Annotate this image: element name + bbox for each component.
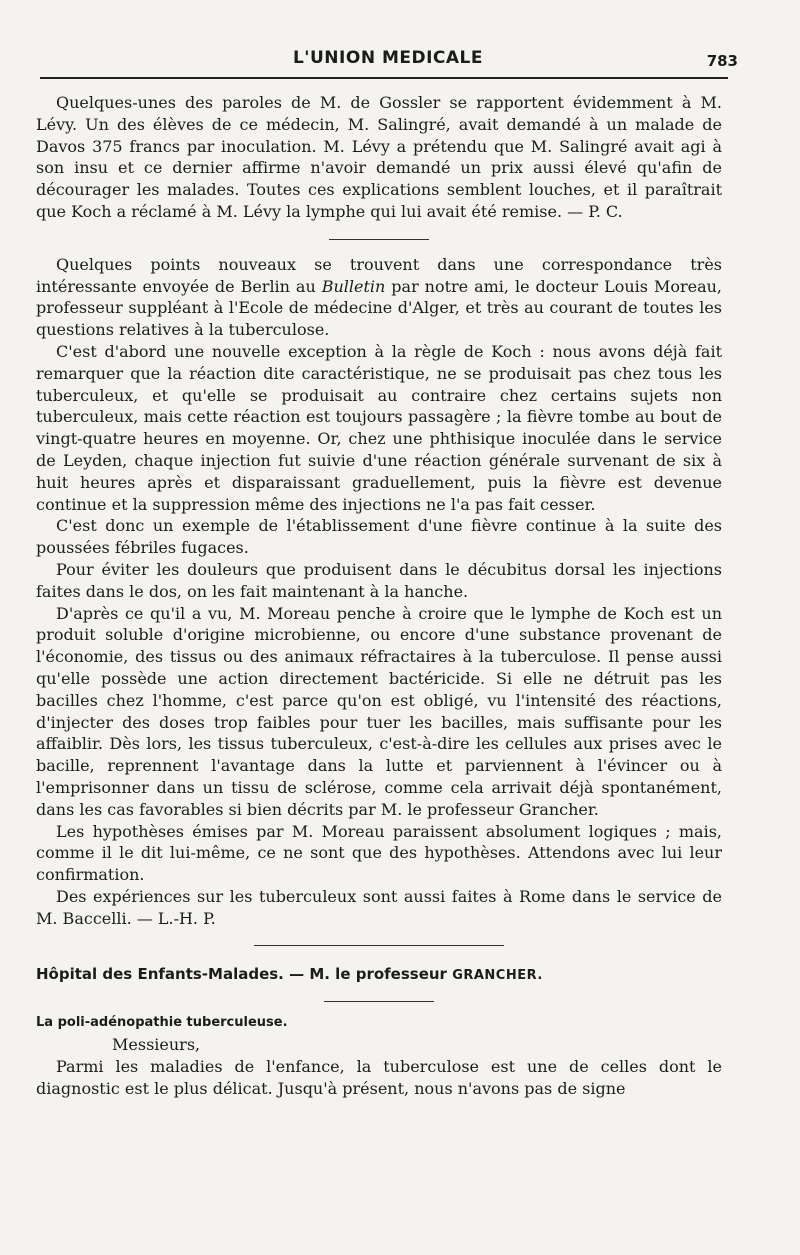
lecture-heading xyxy=(36,964,722,987)
lecture-heading-text: Hôpital des Enfants-Malades. — M. le professeur xyxy=(36,965,453,984)
professor-name: GRANCHER. xyxy=(452,968,543,984)
running-title: L'UNION MEDICALE xyxy=(292,48,484,68)
article2-paragraph-4: Pour éviter les douleurs que produisent dans le décubitus dorsal les injections faites dans le dos, on les fait maintenant à la hanche. xyxy=(36,559,722,601)
article1-paragraph: Quelques-unes des paroles de M. de Gossler se rapportent évidemment à M. Lévy. Un des élèves de ce médecin, M. Salingré, avait demandé à un malade de Davos 375 francs par inoculation. M. Lévy a prétendu que M. Salingré avait agi à son insu et ce dernier affirme n'avoir demandé un prix aussi élevé qu'afin de décourager les malades. Toutes ces explications semblent louches, et il paraîtrait que Koch a réclamé à M. Lévy la lymphe qui lui avait été remise. — P. C. xyxy=(36,93,722,221)
article-body xyxy=(36,92,722,1099)
text-run: Quelques points nouveaux se trouvent dans une correspondance très intéressante envoyée de Berlin au xyxy=(36,254,722,296)
header-rule xyxy=(40,77,728,79)
lecture-paragraph-1: Parmi les maladies de l'enfance, la tuberculose est une de celles dont le diagnostic est le plus délicat. Jusqu'à présent, nous n'avons pas de signe xyxy=(36,1056,722,1098)
article2-paragraph-1 xyxy=(36,254,722,341)
page-header xyxy=(38,48,738,78)
heading-divider xyxy=(324,1001,434,1002)
journal-name: Bulletin xyxy=(321,276,386,296)
section-divider xyxy=(254,945,504,946)
article2-paragraph-2: C'est d'abord une nouvelle exception à la règle de Koch : nous avons déjà fait remarquer que la réaction dite caractéristique, ne se produisait pas chez tous les tuberculeux, et qu'elle se produisait au contraire chez certains sujets non tuberculeux, mais cette réaction est toujours passagère ; la fièvre tombe au bout de vingt-quatre heures en moyenne. Or, chez une phthisique inoculée dans le service de Leyden, chaque injection fut suivie d'une réaction générale survenant de six à huit heures après et disparaissant graduellement, puis la fièvre est devenue continue et la suppression même des injections ne l'a pas fait cesser. xyxy=(36,341,722,514)
article2-paragraph-5: D'après ce qu'il a vu, M. Moreau penche à croire que le lymphe de Koch est un produit soluble d'origine microbienne, ou encore d'une substance provenant de l'économie, des tissus ou des animaux réfractaires à la tuberculose. Il pense aussi qu'elle possède une action directement bactéricide. Si elle ne détruit pas les bacilles chez l'homme, c'est parce qu'on est obligé, vu l'intensité des réactions, d'injecter des doses trop faibles pour tuer les bacilles, mais suffisante pour les affaiblir. Dès lors, les tissus tuberculeux, c'est-à-dire les cellules aux prises avec le bacille, reprennent l'avantage dans la lutte et parviennent à l'évincer ou à l'emprisonner dans un tissu de sclérose, comme cela arrivait déjà spontanément, dans les cas favorables si bien décrits par M. le professeur Grancher. xyxy=(36,603,722,819)
article2-paragraph-6: Les hypothèses émises par M. Moreau paraissent absolument logiques ; mais, comme il le dit lui-même, ce ne sont que des hypothèses. Attendons avec lui leur confirmation. xyxy=(36,821,722,885)
section-divider xyxy=(329,239,429,240)
article2-paragraph-3: C'est donc un exemple de l'établissement d'une fièvre continue à la suite des poussées fébriles fugaces. xyxy=(36,516,722,558)
salutation: Messieurs, xyxy=(112,1035,201,1055)
page-number: 783 xyxy=(706,52,738,70)
text-run: par notre ami, le docteur Louis Moreau, professeur suppléant à l'Ecole de médecine d'Alger, et très au courant de toutes les questions relatives à la tuberculose. xyxy=(36,276,723,340)
lecture-subheading: La poli-adénopathie tuberculeuse. xyxy=(36,1015,288,1031)
article2-paragraph-7: Des expériences sur les tuberculeux sont aussi faites à Rome dans le service de M. Baccelli. — L.-H. P. xyxy=(36,886,722,928)
